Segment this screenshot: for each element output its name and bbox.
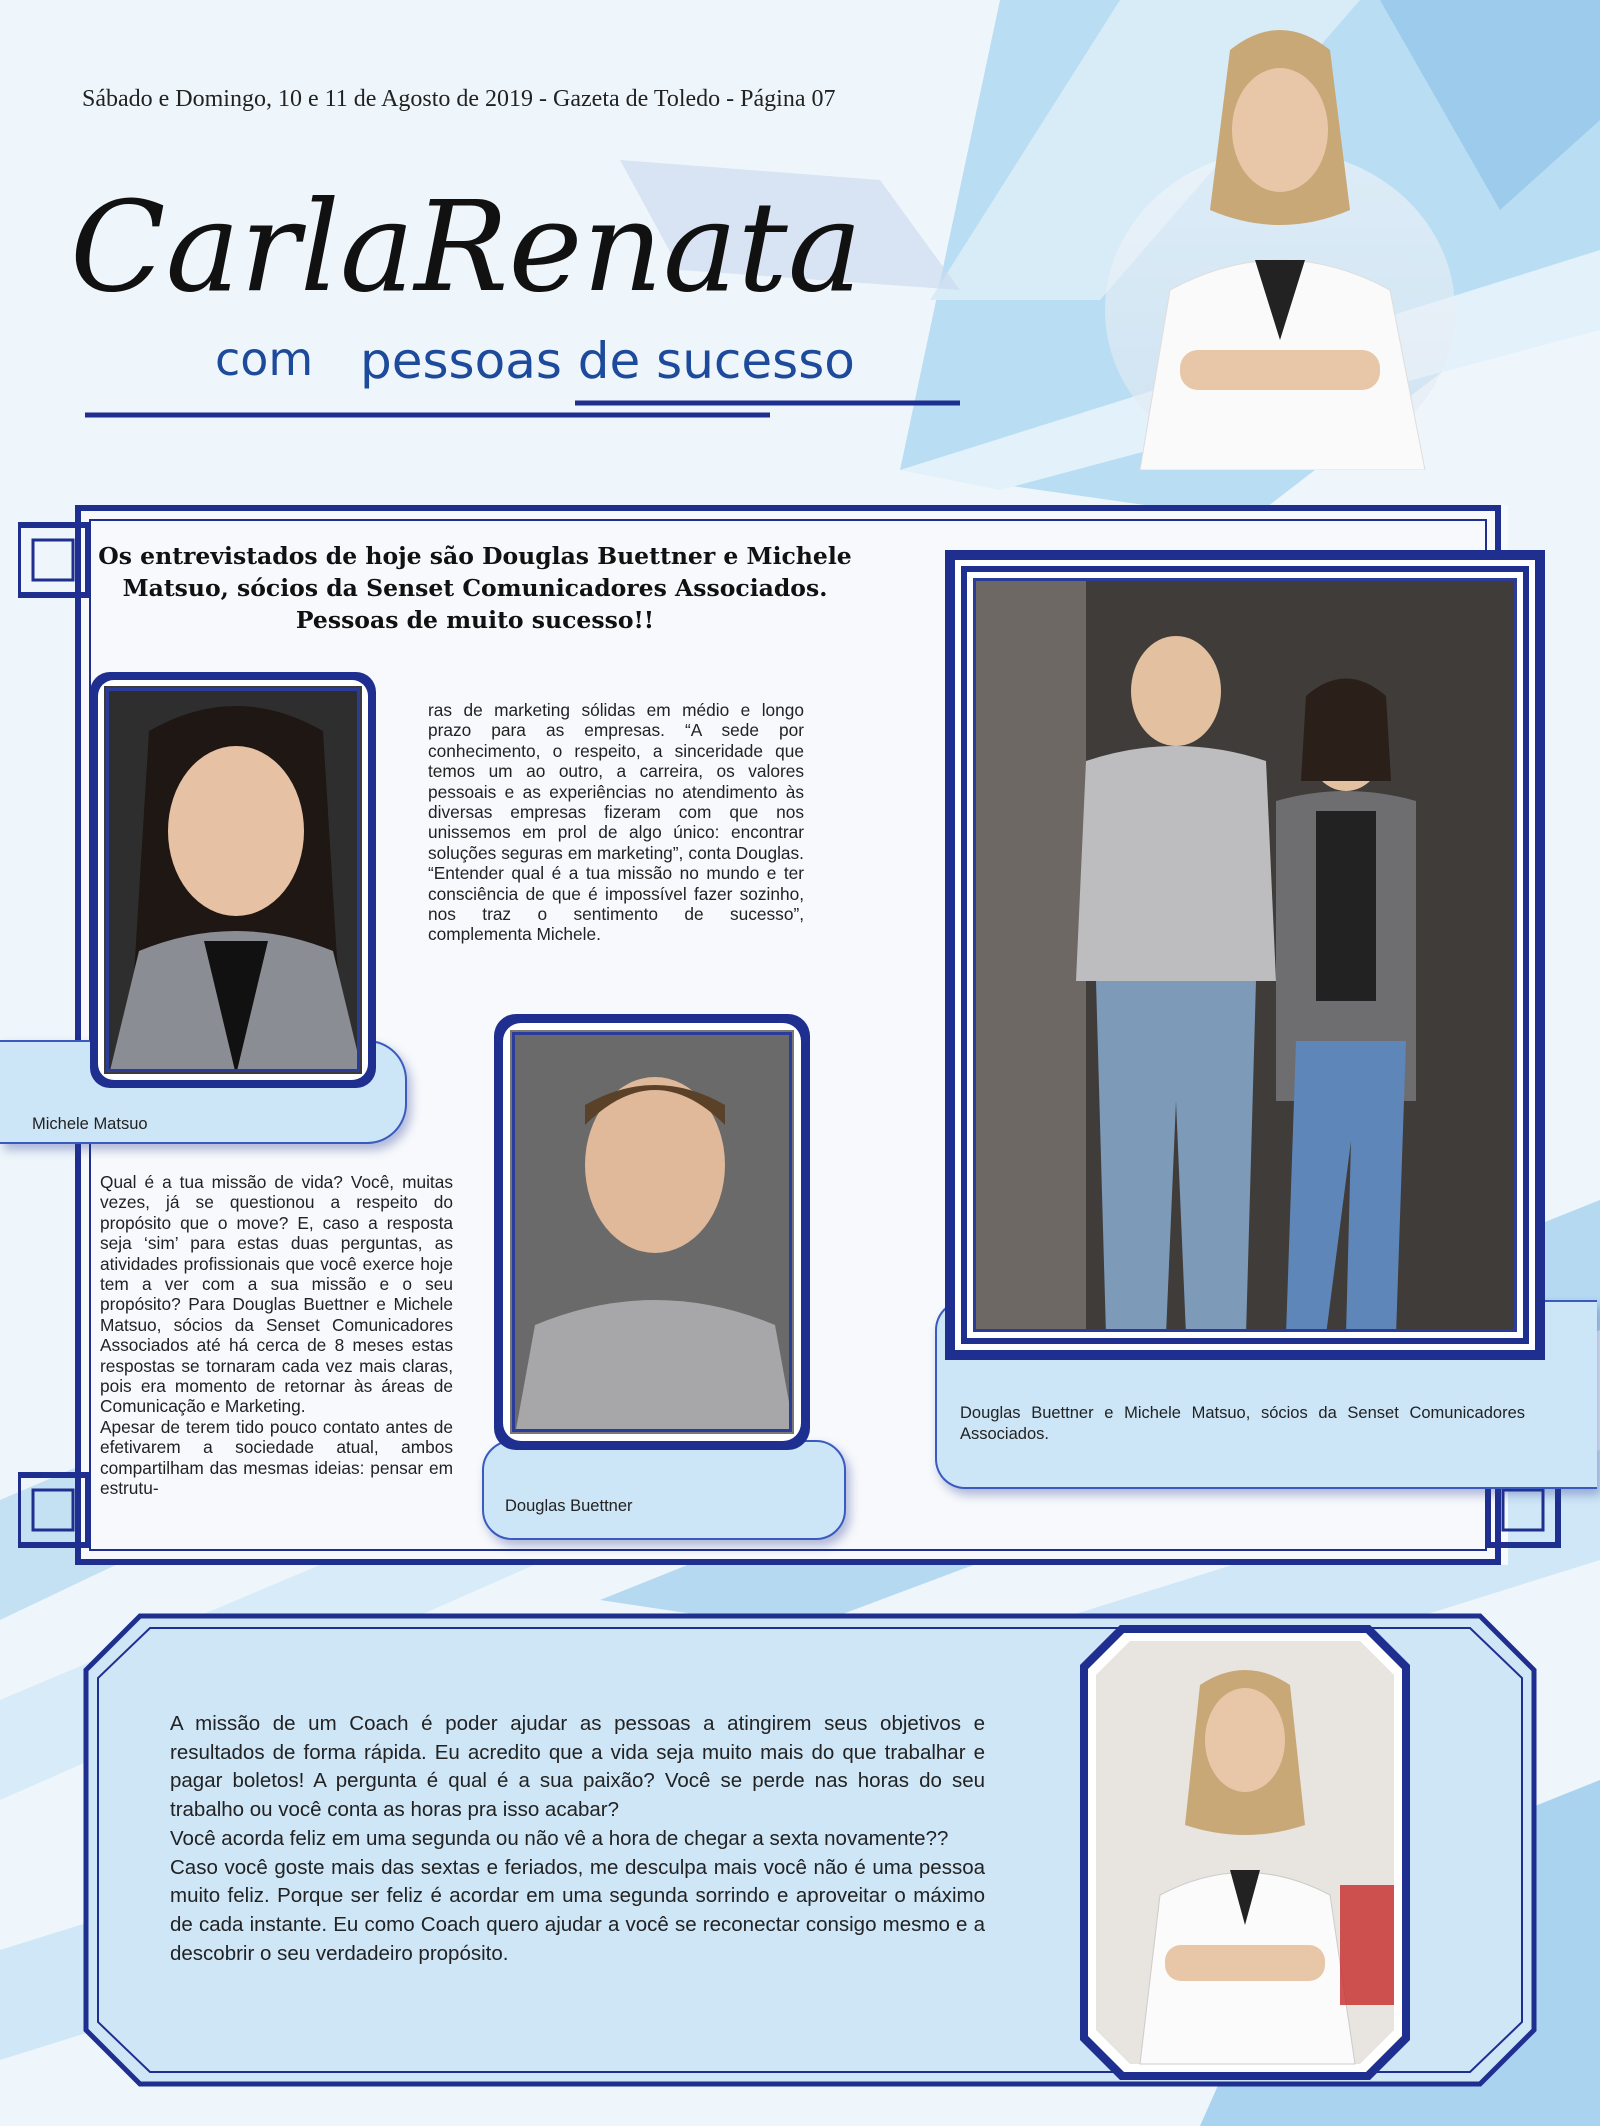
article-headline: Os entrevistados de hoje são Douglas Buettner e Michele Matsuo, sócios da Senset Comunicadores Associados. Pessoas de muito sucesso!! <box>98 542 852 634</box>
coach-text <box>170 1710 985 1968</box>
article-paragraph-2: Apesar de terem tido pouco contato antes de efetivarem a sociedade atual, ambos compartilham das mesmas ideias: pensar em estrutu- <box>100 1416 453 1499</box>
michele-caption: Michele Matsuo <box>32 1115 148 1133</box>
face-shape <box>1232 68 1328 192</box>
douglas-caption-pill <box>482 1440 846 1540</box>
douglas-photo-frame <box>492 1012 812 1452</box>
michele-photo-frame <box>88 670 378 1090</box>
carla-coach-photo-frame <box>1080 1625 1410 2080</box>
douglas-caption: Douglas Buettner <box>505 1497 633 1515</box>
coach-paragraph-2: Você acorda feliz em uma segunda ou não vê a hora de chegar a sexta novamente?? <box>170 1826 949 1850</box>
coach-paragraph-3: Caso você goste mais das sextas e feriados, me desculpa mais você não é uma pessoa muito feliz. Porque ser feliz é acordar em uma segunda sorrindo e aproveitar o máximo de cada instante. Eu como Coach quero ajudar a você se reconectar consigo mesmo e a descobrir o seu verdadeiro propósito. <box>170 1855 985 1965</box>
article-column-left <box>100 1172 453 1499</box>
masthead-logo <box>60 150 960 420</box>
dateline: Sábado e Domingo, 10 e 11 de Agosto de 2019 - Gazeta de Toledo - Página 07 <box>82 86 836 112</box>
douglas-photo <box>512 1032 792 1432</box>
article-column-right: ras de marketing sólidas em médio e longo prazo para as empresas. “A sede por conhecimento, o respeito, a sinceridade que temos um ao outro, a carreira, os valores pessoais e as experiências no atendimento às diversas empresas fizeram com que nos unissemos em prol de algo único: encontrar soluções seguras em marketing”, conta Douglas. “Entender qual é a tua missão no mundo e ter consciência de que é impossível fazer sozinho, nos traz o sentimento de sucesso”, complementa Michele. <box>428 700 804 945</box>
couple-photo <box>973 578 1517 1332</box>
crossed-arms <box>1180 350 1380 390</box>
couple-caption: Douglas Buettner e Michele Matsuo, sócios da Senset Comunicadores Associados. <box>960 1404 1525 1443</box>
masthead-name: CarlaRenata <box>70 175 863 320</box>
masthead-tagline: pessoas de sucesso <box>360 332 855 390</box>
michele-photo <box>106 688 360 1072</box>
couple-photo-frame <box>945 550 1545 1360</box>
masthead-tagline-com: com <box>215 332 314 386</box>
carla-cover-photo <box>1080 10 1480 470</box>
article-paragraph-1: Qual é a tua missão de vida? Você, muitas vezes, já se questionou a respeito do propósito que o move? E, caso a resposta seja ‘sim’ para estas duas perguntas, as atividades profissionais que você exerce hoje tem a ver com a sua missão e o seu propósito? Para Douglas Buettner e Michele Matsuo, sócios da Senset Comunicadores Associados até há cerca de 8 meses estas respostas se tornaram cada vez mais claras, pois era momento de retornar às áreas de Comunicação e Marketing. <box>100 1172 453 1417</box>
coach-paragraph-1: A missão de um Coach é poder ajudar as pessoas a atingirem seus objetivos e resultados de forma rápida. Eu acredito que a vida seja muito mais do que trabalhar e pagar boletos! A pergunta é qual é a sua paixão? Você se perde nas horas do seu trabalho ou você conta as horas pra isso acabar? <box>170 1712 985 1822</box>
